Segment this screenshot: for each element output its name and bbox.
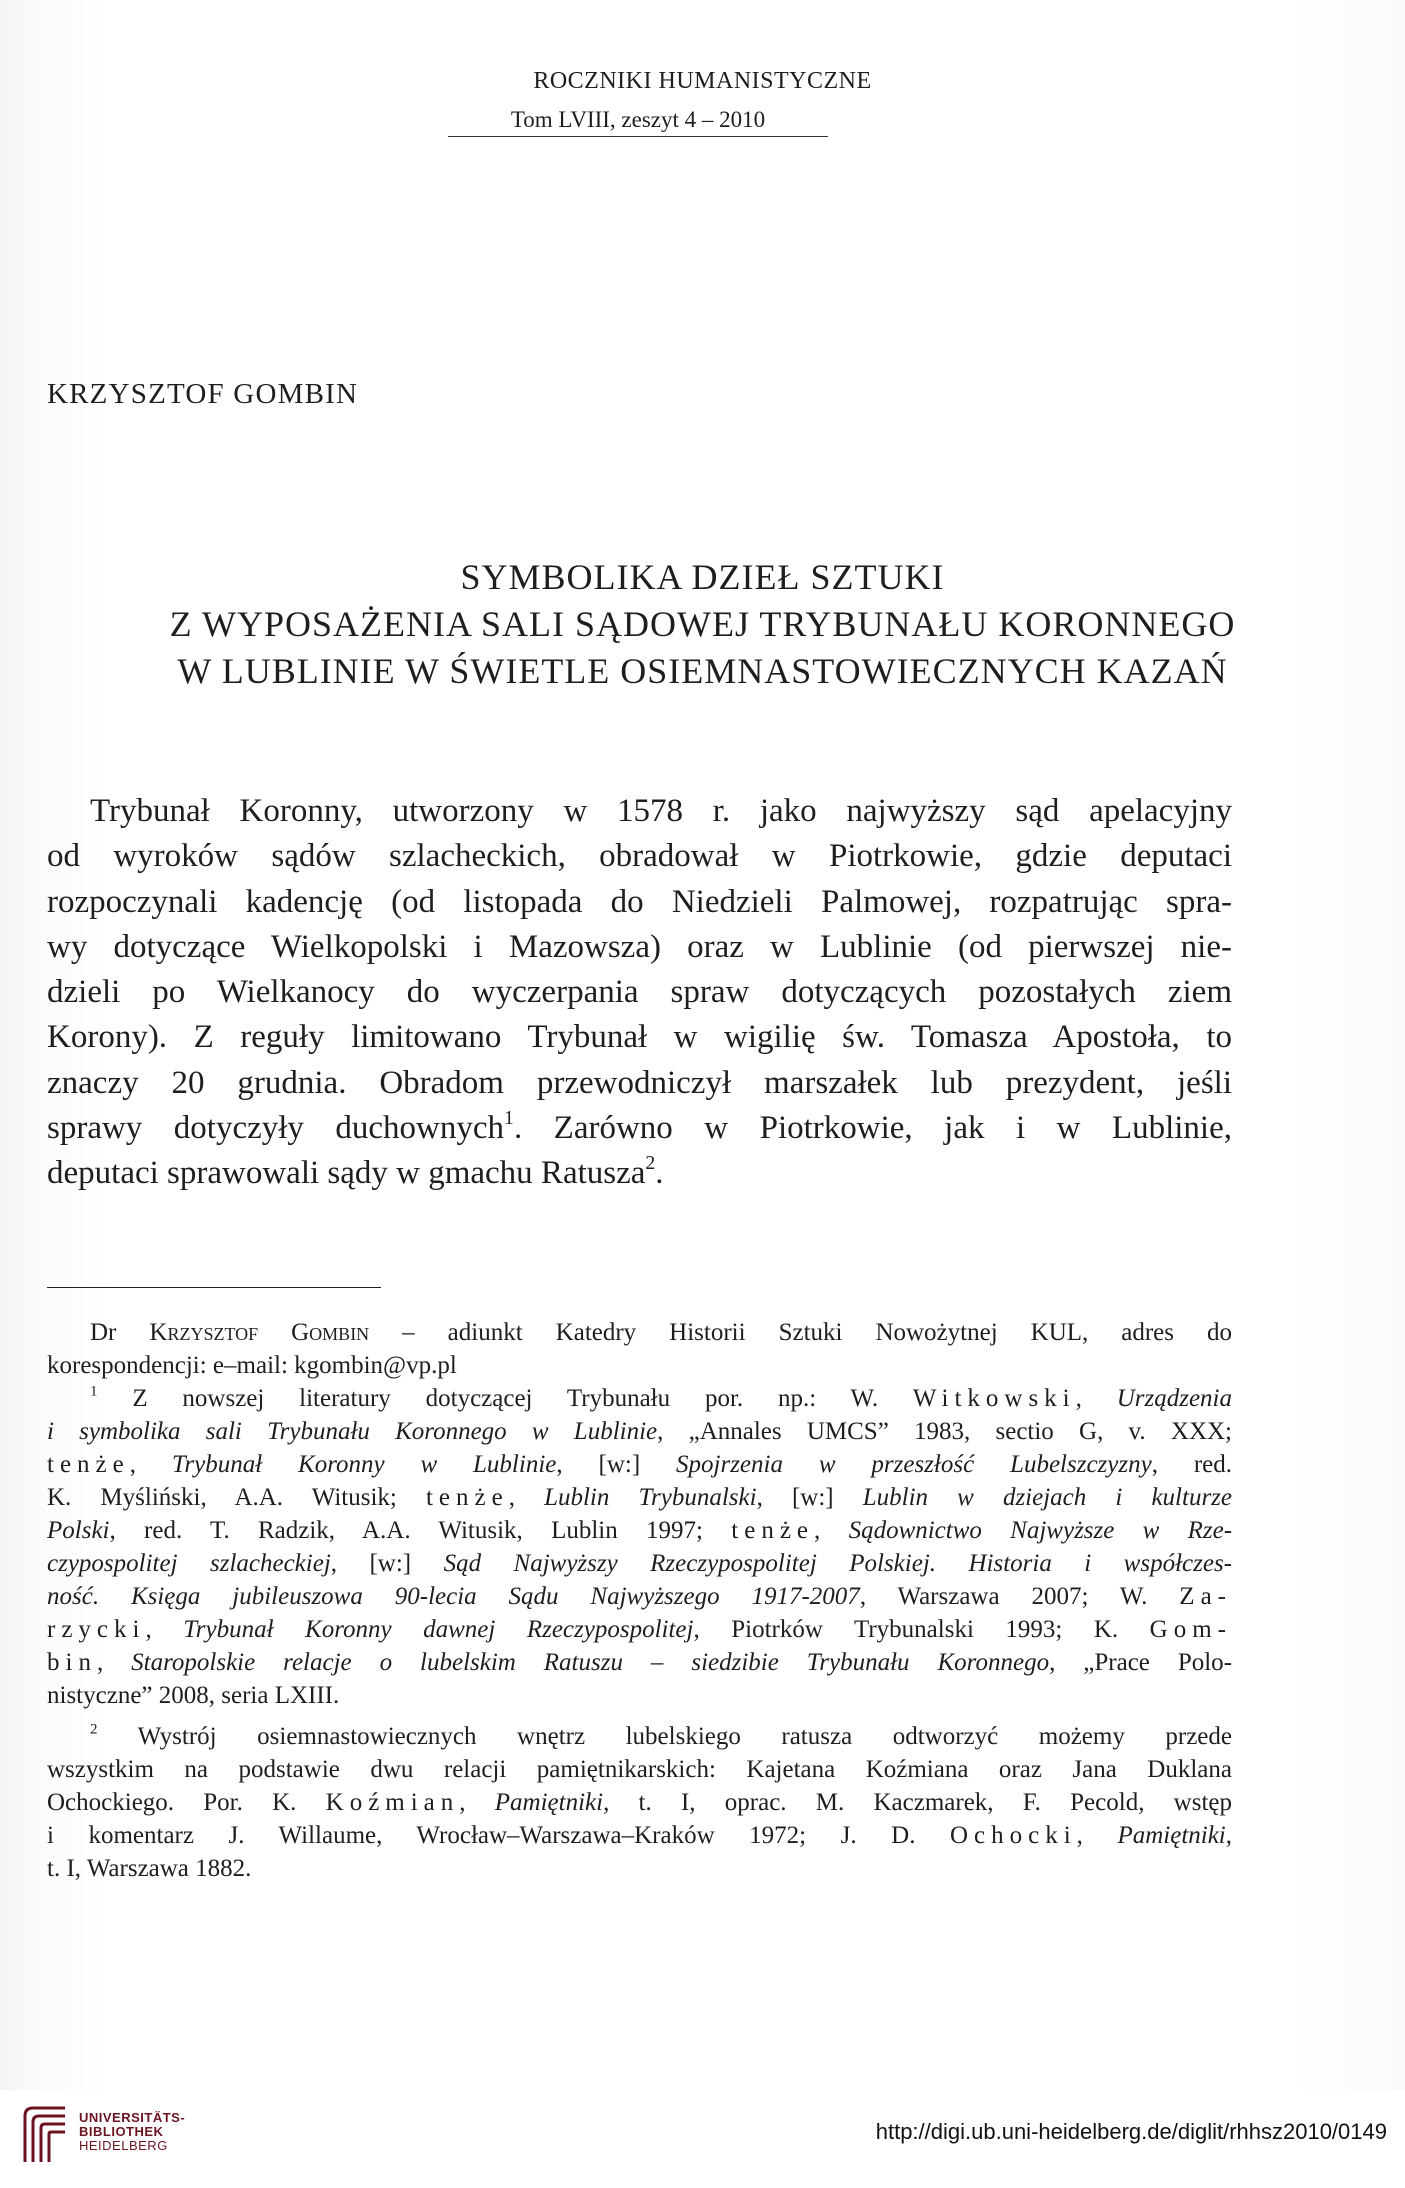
body-line: od wyroków sądów szlacheckich, obradował w Piotrkowie, gdzie deputaci xyxy=(47,838,1232,875)
source-url-link[interactable]: http://digi.ub.uni-heidelberg.de/diglit/rhhsz2010/0149 xyxy=(875,2119,1387,2144)
body-line: wy dotyczące Wielkopolski i Mazowsza) oraz w Lublinie (od pierwszej nie- xyxy=(47,928,1232,965)
footnote-ref-2[interactable]: 2 xyxy=(645,1152,656,1175)
footnote-2: $^2$ Wystrój osiemnastowiecznych wnętrz lubelskiego ratusza odtworzyć możemy przede wszystkim na podstawie dwu relacji pamiętnikarskich: Kajetana Koźmiana oraz Jana Duklana Ochockiego. Por. K. Koźmian, Pamiętniki, t. I, oprac. M. Kaczmarek, F. Pecold, wstęp i komentarz J. Willaume, Wrocław–Warszawa–Kraków 1972; J. D. Ochocki, Pamiętniki, t. I, Warszawa 1882. xyxy=(47,1721,1233,1882)
body-line: sprawy dotyczyły duchownych$^1$. Zarówno w Piotrkowie, jak i w Lublinie, xyxy=(47,1107,1232,1147)
body-line: znaczy 20 grudnia. Obradom przewodniczył marszałek lub prezydent, jeśli xyxy=(47,1064,1232,1101)
footnote-ref-1[interactable]: 1 xyxy=(504,1107,514,1130)
journal-volume: Tom LVIII, zeszyt 4 – 2010 xyxy=(448,106,828,137)
article-author: KRZYSZTOF GOMBIN xyxy=(47,378,359,410)
body-line: dzieli po Wielkanocy do wyczerpania spraw dotyczących pozostałych ziem xyxy=(47,974,1232,1011)
footnote-1: $^1$ Z nowszej literatury dotyczącej Trybunału por. np.: W. Witkowski, Urządzenia i symbolika sali Trybunału Koronnego w Lublinie, „Annales UMCS” 1983, sectio G, v. XXX; tenże, Trybunał Koronny w Lublinie, [w:] Spojrzenia w przeszłość Lubelszczyzny, red. K. Myśliński, A.A. Witusik; tenże, Lublin Trybunalski, [w:] Lublin w dziejach i kulturze Polski, red. T. Radzik, A.A. Witusik, Lublin 1997; tenże, Sądownictwo Najwyższe w Rze- czypospolitej szlacheckiej, [w:] Sąd Najwyższy Rzeczypospolitej Polskiej. Historia i współczes- ność. Księga jubileuszowa 90-lecia Sądu Najwyższego 1917-2007, Warszawa 2007; W. Za- rzycki, Trybunał Koronny dawnej Rzeczypospolitej, Piotrków Trybunalski 1993; K. Gom- bin, Staropolskie relacje o lubelskim Ratuszu – siedzibie Trybunału Koronnego, „Prace Polo- nistyczne” 2008, seria LXIII. xyxy=(47,1383,1233,1709)
ub-heidelberg-logo-icon[interactable] xyxy=(19,2102,71,2166)
journal-title: ROCZNIKI HUMANISTYCZNE xyxy=(533,68,872,94)
author-name-smallcaps: Krzysztof Gombin xyxy=(149,1319,370,1346)
body-line: Korony). Z reguły limitowano Trybunał w wigilię św. Tomasza Apostoła, to xyxy=(47,1019,1232,1056)
body-line: Trybunał Koronny, utworzony w 1578 r. jako najwyższy sąd apelacyjny xyxy=(90,793,1232,829)
footnotes xyxy=(47,1316,1232,1885)
footnote-divider xyxy=(47,1287,381,1288)
body-line: deputaci sprawowali sądy w gmachu Ratusza$^2$. xyxy=(47,1152,664,1192)
body-paragraph xyxy=(47,789,1232,1197)
title-line: Z WYPOSAŻENIA SALI SĄDOWEJ TRYBUNAŁU KORONNEGO xyxy=(169,604,1236,644)
library-name: UNIVERSITÄTS- BIBLIOTHEK HEIDELBERG xyxy=(79,2110,186,2153)
author-note: Dr Krzysztof Gombin – adiunkt Katedry Historii Sztuki Nowożytnej KUL, adres do korespondencji: e–mail: kgombin@vp.pl xyxy=(47,1319,1233,1379)
article-title xyxy=(0,554,1405,695)
title-line: SYMBOLIKA DZIEŁ SZTUKI xyxy=(460,557,945,597)
body-line: rozpoczynali kadencję (od listopada do Niedzieli Palmowej, rozpatrując spra- xyxy=(47,883,1232,920)
title-line: W LUBLINIE W ŚWIETLE OSIEMNASTOWIECZNYCH KAZAŃ xyxy=(177,651,1228,691)
